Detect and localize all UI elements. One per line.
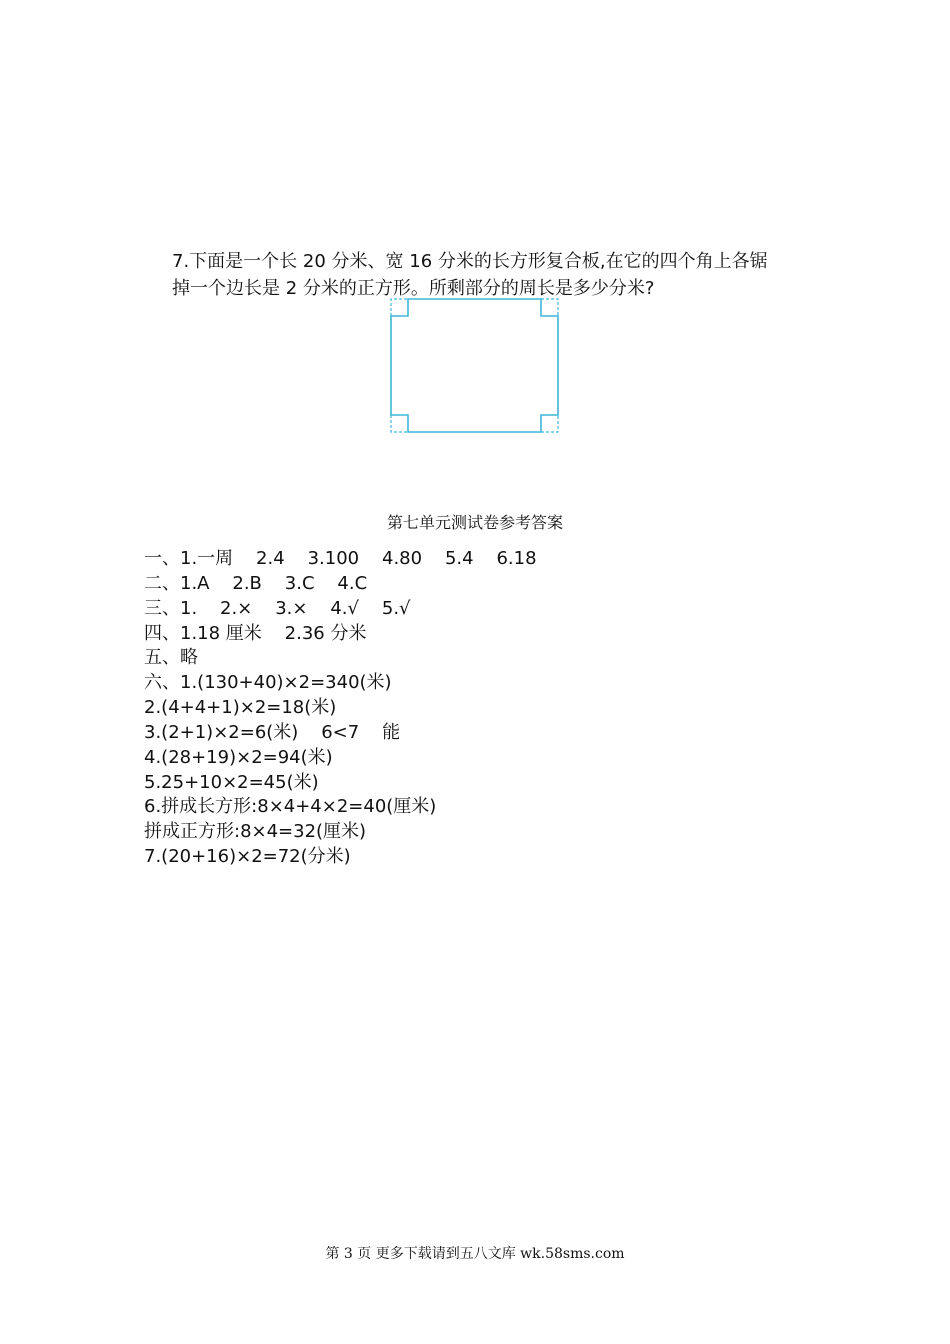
answer-row: 拼成正方形:8×4=32(厘米) [144, 821, 367, 843]
cut-corner-rectangle-figure [388, 296, 562, 436]
answer-key-title: 第七单元测试卷参考答案 [386, 513, 563, 532]
page-footer: 第 3 页 更多下载请到五八文库 wk.58sms.com [325, 1246, 625, 1262]
answer-row: 五、略 [144, 647, 198, 669]
removed-corner-bottom-left [391, 415, 408, 432]
removed-corner-top-left [391, 299, 408, 316]
answer-row: 6.拼成长方形:8×4+4×2=40(厘米) [144, 796, 437, 818]
removed-corner-bottom-right [541, 415, 558, 432]
answer-row: 三、1. 2.× 3.× 4.√ 5.√ [144, 597, 411, 619]
answer-row: 六、1.(130+40)×2=340(米) [144, 672, 392, 694]
removed-corner-top-right [541, 299, 558, 316]
answer-row: 5.25+10×2=45(米) [144, 771, 319, 793]
remaining-board-outline [391, 299, 558, 432]
answer-row: 四、1.18 厘米 2.36 分米 [144, 622, 367, 644]
answer-row: 二、1.A 2.B 3.C 4.C [144, 572, 368, 594]
answer-row: 4.(28+19)×2=94(米) [144, 746, 333, 768]
answer-row: 3.(2+1)×2=6(米) 6<7 能 [144, 721, 401, 743]
answer-row: 一、1.一周 2.4 3.100 4.80 5.4 6.18 [144, 548, 537, 569]
question-line-1: 7.下面是一个长 20 分米、宽 16 分米的长方形复合板,在它的四个角上各锯 [172, 251, 768, 272]
answer-row: 7.(20+16)×2=72(分米) [144, 846, 351, 868]
question-7 [172, 248, 822, 302]
answer-row: 2.(4+4+1)×2=18(米) [144, 697, 337, 719]
answer-key-list [144, 547, 844, 870]
question-line-2: 掉一个边长是 2 分米的正方形。所剩部分的周长是多少分米? [172, 278, 655, 299]
